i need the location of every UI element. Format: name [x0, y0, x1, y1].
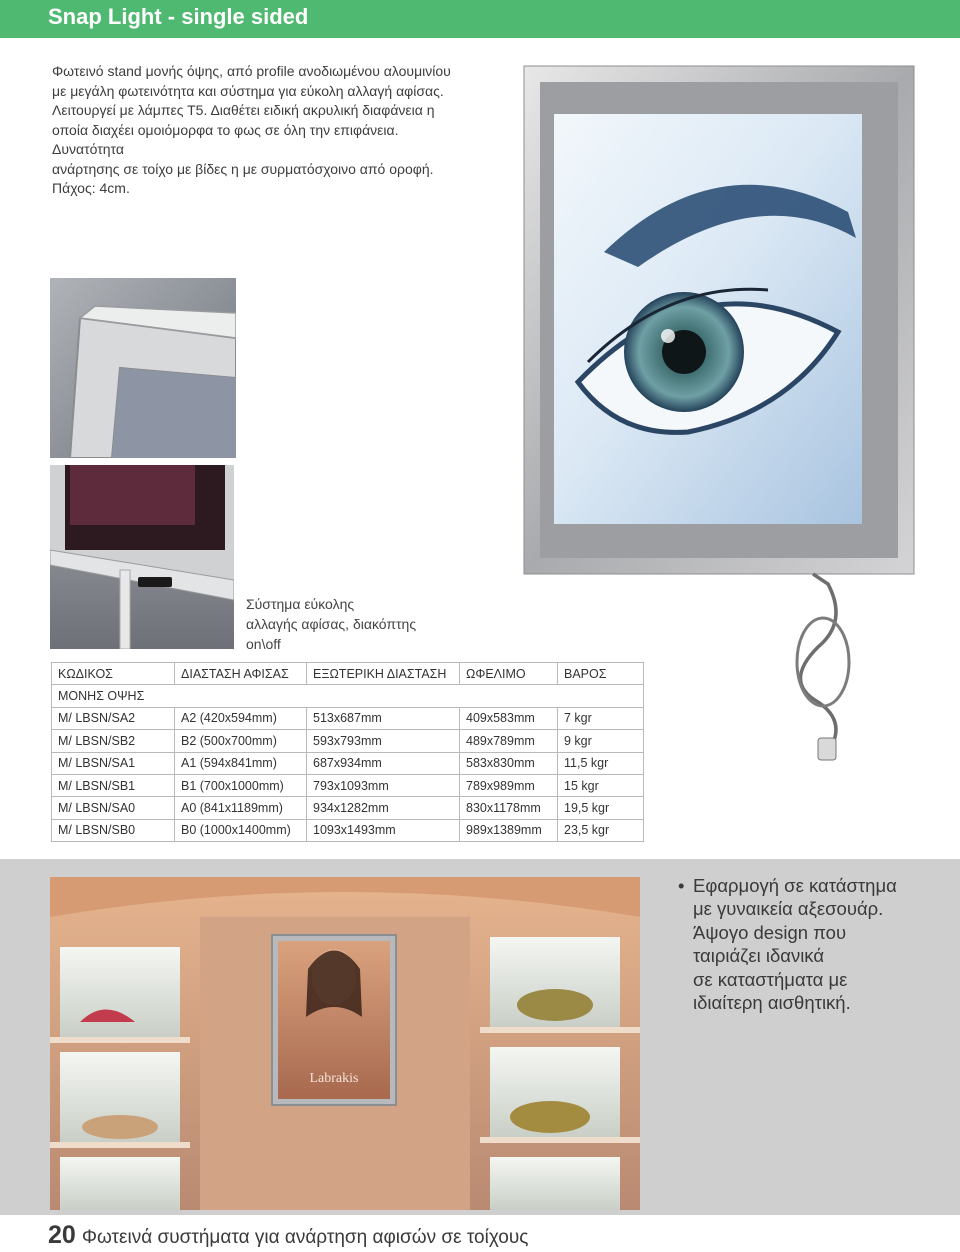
column-header-poster-size: ΔΙΑΣΤΑΣΗ ΑΦΙΣΑΣ	[175, 663, 307, 685]
store-application-photo	[50, 877, 640, 1210]
cell-usable-size: 789x989mm	[460, 774, 558, 796]
footer-text: Φωτεινά συστήματα για ανάρτηση αφισών σε τοίχους	[81, 1227, 529, 1248]
lightbox-illustration	[518, 62, 928, 762]
cell-weight: 23,5 kgr	[558, 819, 644, 841]
switch-illustration	[50, 465, 234, 649]
cell-weight: 19,5 kgr	[558, 797, 644, 819]
frame-corner-illustration	[50, 278, 236, 458]
detail-photo-frame-corner	[50, 278, 236, 458]
cell-code: M/ LBSN/SB0	[52, 819, 175, 841]
cell-code: M/ LBSN/SA2	[52, 707, 175, 729]
application-line: ταιριάζει ιδανικά	[693, 945, 825, 967]
caption-line: αλλαγής αφίσας, διακόπτης	[246, 616, 417, 632]
switch-caption	[246, 594, 436, 654]
cell-usable-size: 989x1389mm	[460, 819, 558, 841]
column-header-weight: ΒΑΡΟΣ	[558, 663, 644, 685]
description-line: με μεγάλη φωτεινότητα και σύστημα για εύκολη αλλαγή αφίσας.	[52, 82, 444, 99]
cell-weight: 9 kgr	[558, 730, 644, 752]
caption-line: on\off	[246, 636, 281, 652]
table-row	[52, 797, 644, 819]
table-header-row	[52, 663, 644, 685]
description-line: Πάχος: 4cm.	[52, 180, 130, 196]
column-header-code: ΚΩΔΙΚΟΣ	[52, 663, 175, 685]
cell-code: M/ LBSN/SB2	[52, 730, 175, 752]
cell-outer-size: 1093x1493mm	[307, 819, 460, 841]
cell-code: M/ LBSN/SB1	[52, 774, 175, 796]
application-line: Άψογο design που	[693, 921, 847, 943]
cell-outer-size: 934x1282mm	[307, 797, 460, 819]
product-description	[52, 62, 472, 199]
cell-outer-size: 513x687mm	[307, 707, 460, 729]
cell-poster-size: A0 (841x1189mm)	[175, 797, 307, 819]
bullet-icon: •	[678, 875, 685, 896]
cell-usable-size: 489x789mm	[460, 730, 558, 752]
caption-line: Σύστημα εύκολης	[246, 596, 355, 612]
table-row	[52, 752, 644, 774]
column-header-usable-size: ΩΦΕΛΙΜΟ	[460, 663, 558, 685]
cell-usable-size: 583x830mm	[460, 752, 558, 774]
cell-code: M/ LBSN/SA1	[52, 752, 175, 774]
cell-outer-size: 793x1093mm	[307, 774, 460, 796]
application-line: Εφαρμογή σε κατάστημα	[693, 875, 897, 896]
table-row	[52, 730, 644, 752]
application-line: ιδιαίτερη αισθητική.	[693, 992, 851, 1014]
cell-poster-size: B2 (500x700mm)	[175, 730, 307, 752]
cell-poster-size: A2 (420x594mm)	[175, 707, 307, 729]
product-photo-lightbox	[518, 62, 928, 762]
table-row	[52, 707, 644, 729]
cell-weight: 7 kgr	[558, 707, 644, 729]
table-subheader-row	[52, 685, 644, 707]
page-footer	[48, 1221, 528, 1251]
description-line: Φωτεινό stand μονής όψης, από profile ανοδιωμένου αλουμινίου	[52, 63, 451, 79]
cell-usable-size: 409x583mm	[460, 707, 558, 729]
cell-outer-size: 687x934mm	[307, 752, 460, 774]
description-line: οποία διαχέει ομοιόμορφα το φως σε όλη την επιφάνεια. Δυνατότητα	[52, 121, 399, 157]
application-line: σε καταστήματα με	[693, 968, 848, 990]
cell-weight: 15 kgr	[558, 774, 644, 796]
page-number: 20	[48, 1221, 76, 1249]
table-row	[52, 819, 644, 841]
table-row	[52, 774, 644, 796]
table-subheader: ΜΟΝΗΣ ΟΨΗΣ	[52, 685, 644, 707]
page-title: Snap Light - single sided	[48, 4, 309, 29]
cell-poster-size: B0 (1000x1400mm)	[175, 819, 307, 841]
poster-logo: Labrakis	[309, 1071, 359, 1086]
specs-table	[51, 662, 644, 842]
application-line: με γυναικεία αξεσουάρ.	[693, 898, 884, 920]
cell-usable-size: 830x1178mm	[460, 797, 558, 819]
description-line: ανάρτησης σε τοίχο με βίδες η με συρματόσχοινο από οροφή.	[52, 160, 434, 177]
detail-photo-switch	[50, 465, 234, 649]
cell-outer-size: 593x793mm	[307, 730, 460, 752]
cell-weight: 11,5 kgr	[558, 752, 644, 774]
store-illustration	[50, 877, 640, 1210]
description-line: Λειτουργεί με λάμπες Τ5. Διαθέτει ειδική ακρυλική διαφάνεια η	[52, 102, 435, 118]
cell-poster-size: B1 (700x1000mm)	[175, 774, 307, 796]
column-header-outer-size: ΕΞΩΤΕΡΙΚΗ ΔΙΑΣΤΑΣΗ	[307, 663, 460, 685]
cell-code: M/ LBSN/SA0	[52, 797, 175, 819]
cell-poster-size: A1 (594x841mm)	[175, 752, 307, 774]
page-header	[0, 0, 960, 38]
